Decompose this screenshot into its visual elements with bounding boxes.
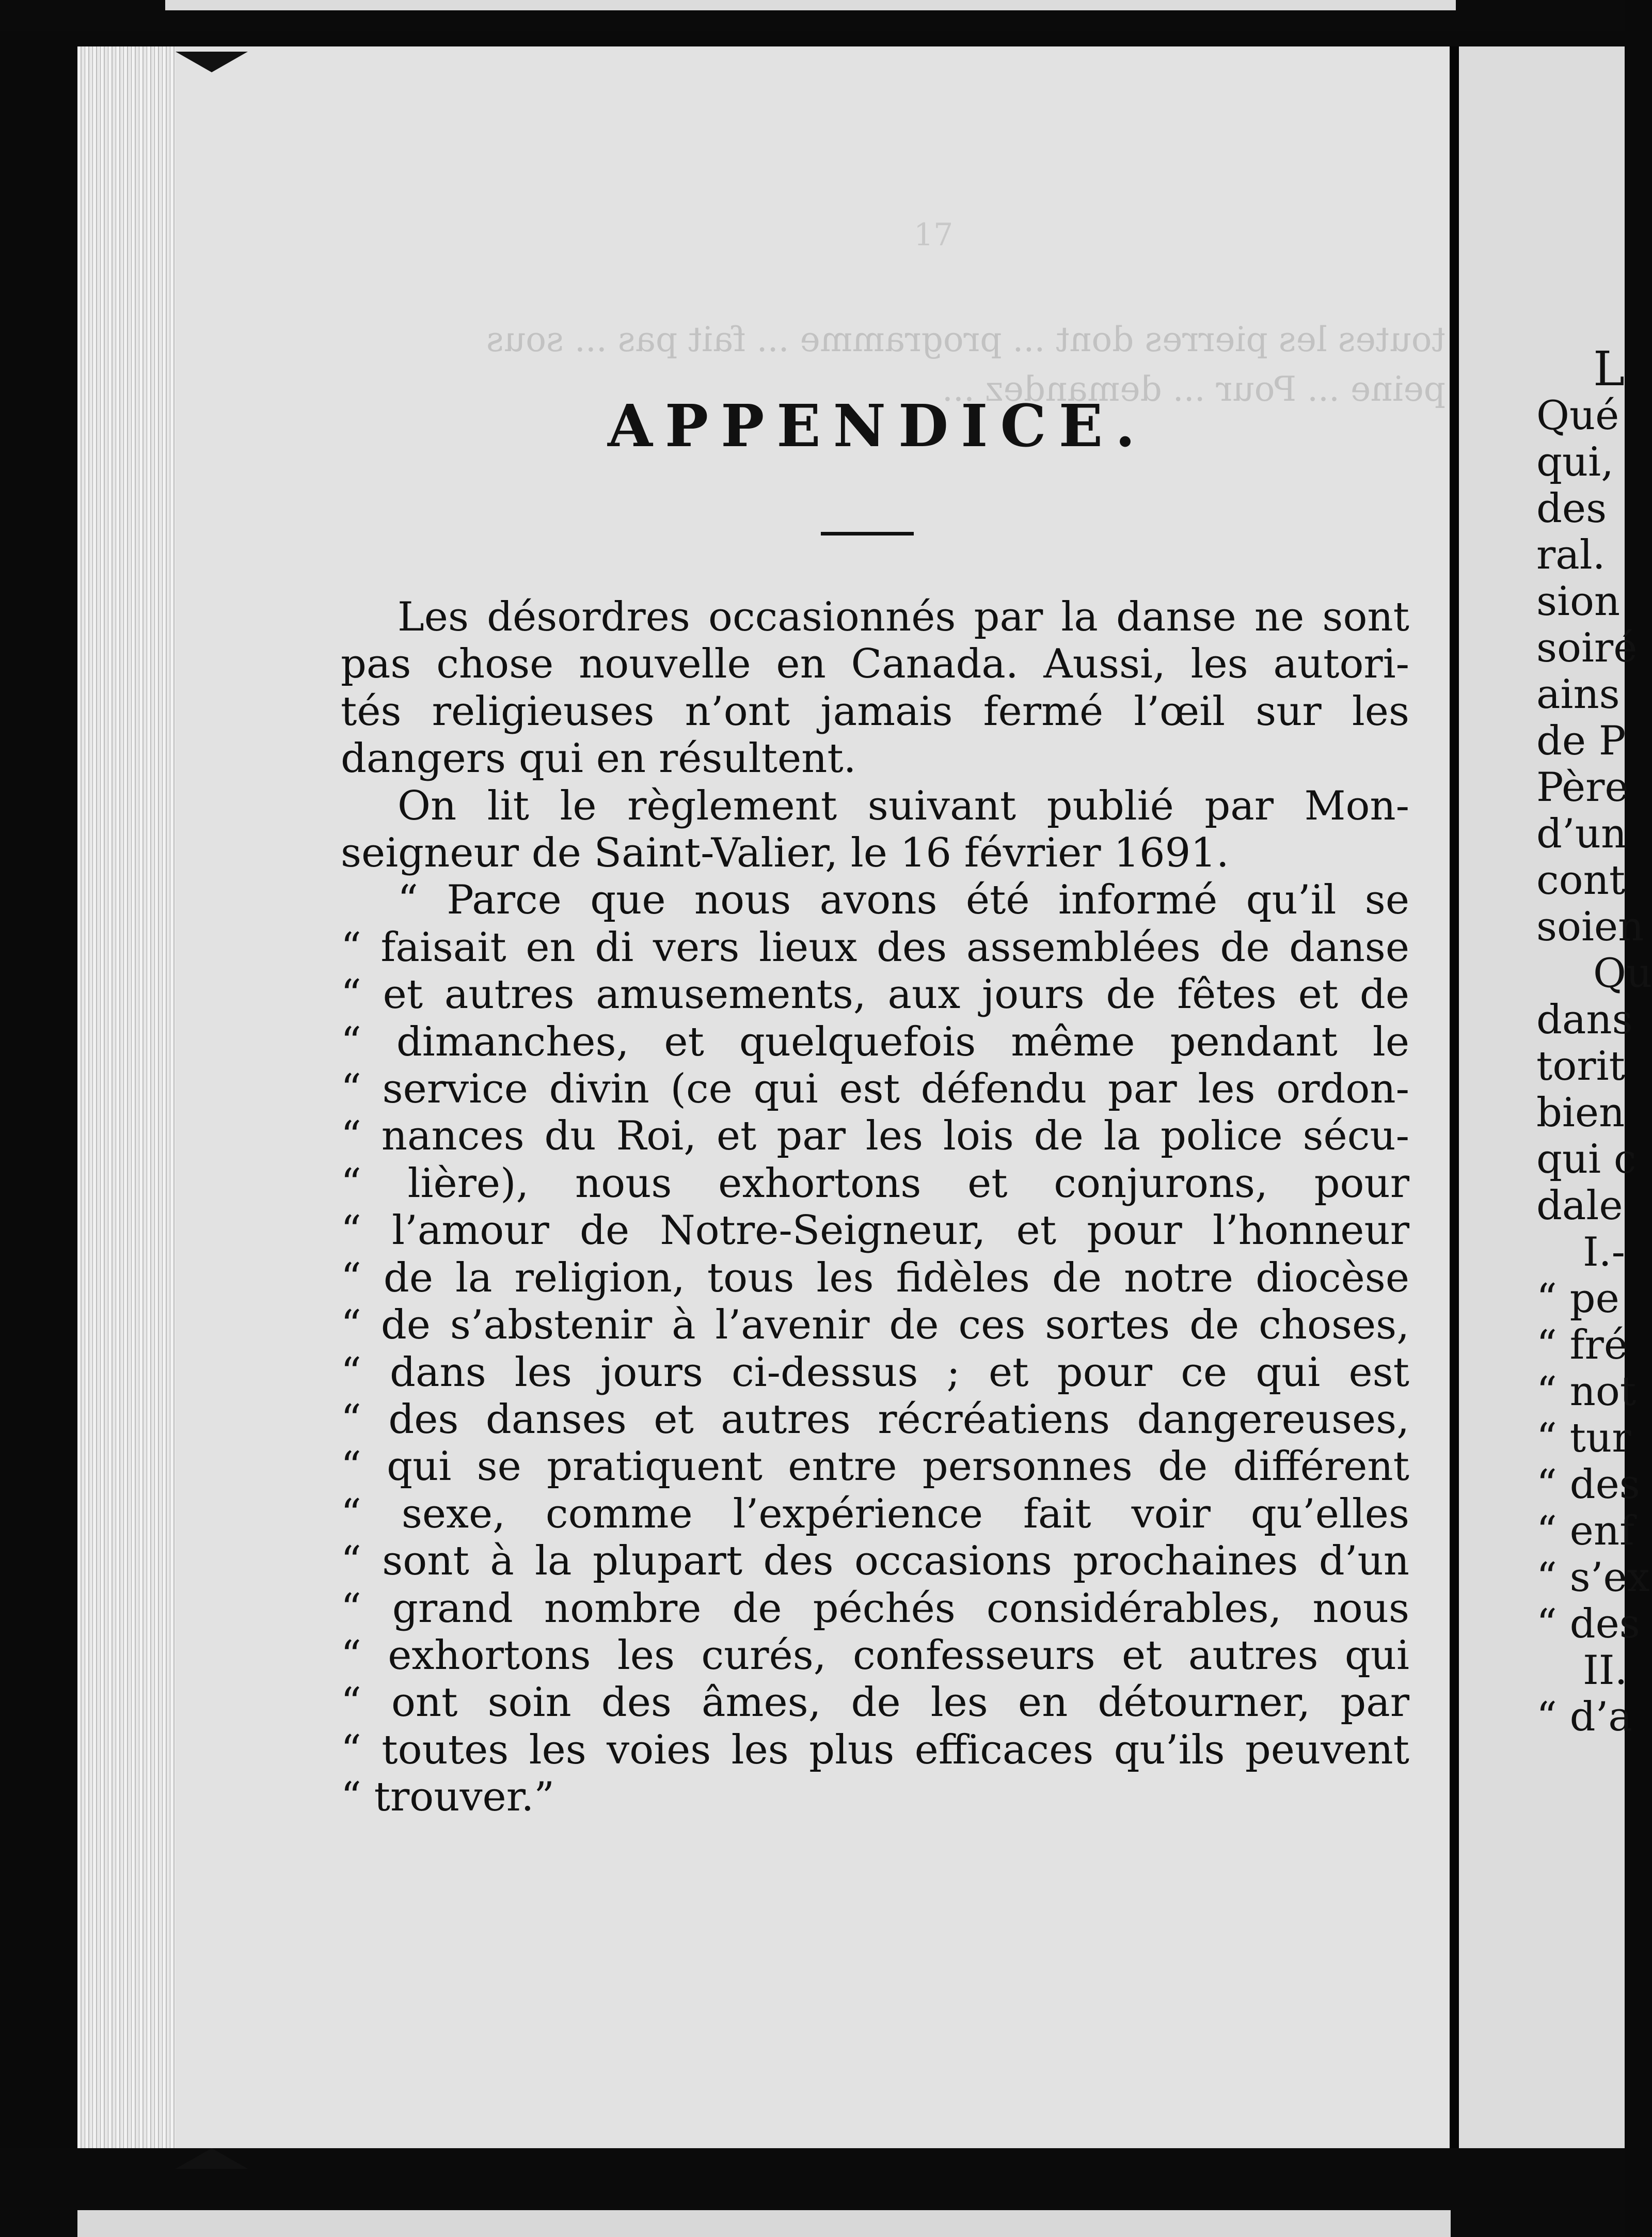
text-line: de P (1536, 718, 1626, 764)
quote-line: “ exhortons les curés, confesseurs et autres qui (341, 1632, 1409, 1679)
quote-line: “ nances du Roi, et par les lois de la police sécu- (341, 1113, 1409, 1160)
quote-line: “ dimanches, et quelquefois même pendant le (341, 1018, 1409, 1065)
quote-line: “ lière), nous exhortons et conjurons, pour (341, 1160, 1409, 1207)
quote-line: “ sexe, comme l’expérience fait voir qu’elles (341, 1490, 1409, 1537)
text-line: tés religieuses n’ont jamais fermé l’œil sur les (341, 688, 1409, 735)
quote-line: “ de la religion, tous les fidèles de notre diocèse (341, 1254, 1409, 1301)
quote-line: “ dans les jours ci-dessus ; et pour ce qui est (341, 1349, 1409, 1396)
page-title: APPENDICE. (607, 392, 1148, 460)
text-line: “ s’ex (1536, 1554, 1650, 1601)
quote-line: “ ont soin des âmes, de les en détourner, par (341, 1679, 1409, 1726)
text-line: “ d’a (1536, 1694, 1632, 1740)
bleed-through-page-number: 17 (914, 217, 954, 253)
text-line: I.- (1583, 1229, 1625, 1275)
right-page-text (1536, 341, 1652, 1740)
text-line: dangers qui en résultent. (341, 735, 856, 782)
text-line: qui c (1536, 1136, 1637, 1183)
quote-line: “ de s’abstenir à l’avenir de ces sortes de choses, (341, 1302, 1409, 1349)
text-line: “ des (1536, 1601, 1640, 1647)
text-line: bien (1536, 1090, 1625, 1136)
page-edge-stack (77, 46, 176, 2148)
quote-line: “ sont à la plupart des occasions prochaines d’un (341, 1538, 1409, 1585)
scan-registration-mark-top (176, 52, 248, 72)
book-gutter (1450, 46, 1459, 2148)
quote-line: “ grand nombre de péchés considérables, nous (341, 1585, 1409, 1632)
text-line: Père (1536, 764, 1629, 811)
scan-bottom-strip (77, 2210, 1451, 2237)
right-book-page (1459, 46, 1652, 2148)
quote-line: “ et autres amusements, aux jours de fêtes et de (341, 971, 1409, 1018)
text-line: d’un (1536, 811, 1627, 857)
text-line: ral. (1536, 532, 1606, 578)
text-line: seigneur de Saint-Valier, le 16 février 1691. (341, 830, 1229, 877)
text-line: soiré (1536, 625, 1638, 671)
text-line: Les désordres occasionnés par la danse ne sont (398, 594, 1409, 640)
text-line: sion (1536, 578, 1621, 625)
quote-line: “ Parce que nous avons été informé qu’il se (398, 877, 1409, 924)
text-line: “ des (1536, 1461, 1640, 1508)
text-line: des (1536, 485, 1607, 532)
text-line: L (1593, 341, 1625, 397)
title-rule (821, 532, 914, 535)
text-line: soien (1536, 904, 1644, 950)
text-line: On lit le règlement suivant publié par Mon- (398, 782, 1409, 829)
quote-line: “ service divin (ce qui est défendu par les ordon- (341, 1066, 1409, 1113)
scan-top-strip (165, 0, 1456, 10)
text-line: “ tur (1536, 1415, 1631, 1461)
quote-line: “ trouver.” (341, 1774, 555, 1821)
paragraph-intro (341, 594, 1409, 783)
text-line: pas chose nouvelle en Canada. Aussi, les autori- (341, 641, 1409, 688)
text-line: torit (1536, 1043, 1625, 1090)
scan-registration-mark-bottom (176, 2148, 248, 2169)
text-line: cont (1536, 857, 1626, 904)
text-line: Qu (1593, 950, 1652, 997)
text-line: “ not (1536, 1368, 1637, 1415)
quote-line: “ faisait en di vers lieux des assemblées de danse (341, 924, 1409, 971)
quoted-ordinance (341, 877, 1409, 1821)
quote-line: “ qui se pratiquent entre personnes de différent (341, 1443, 1409, 1490)
quote-line: “ l’amour de Notre-Seigneur, et pour l’honneur (341, 1207, 1409, 1254)
page-body (341, 594, 1409, 1821)
text-line: dans (1536, 997, 1633, 1043)
quote-line: “ des danses et autres récréatiens dangereuses, (341, 1396, 1409, 1443)
text-line: dale (1536, 1183, 1623, 1229)
text-line: “ enf (1536, 1508, 1634, 1554)
text-line: ains (1536, 671, 1620, 718)
paragraph-reglement (341, 783, 1409, 877)
bleed-through-text: toutes les pierres dont ... programme ... fait pas ... sous peine ... Pour ... demandez ... (486, 320, 1446, 409)
quote-line: “ toutes les voies les plus efficaces qu’ils peuvent (341, 1726, 1409, 1773)
text-line: “ pe (1536, 1275, 1619, 1322)
text-line: “ fré (1536, 1322, 1628, 1368)
text-line: II. (1583, 1647, 1628, 1694)
text-line: qui, (1536, 439, 1614, 485)
text-line: Qué (1536, 392, 1619, 439)
